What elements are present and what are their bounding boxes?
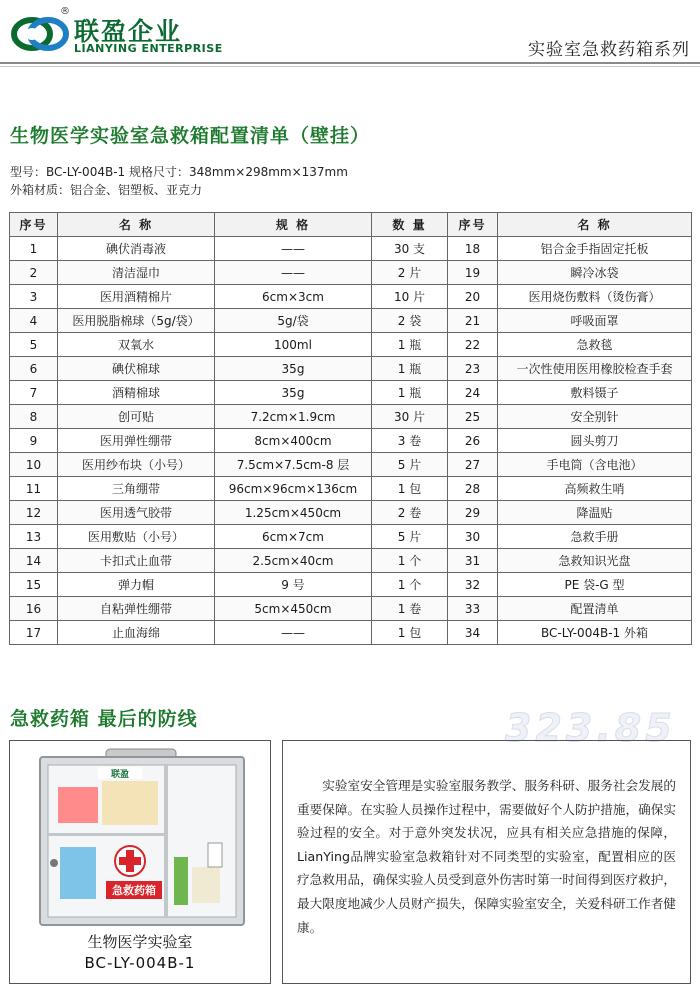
box-logo-text: 联盈 — [110, 770, 130, 780]
watermark: 323.85 — [505, 706, 676, 750]
cell-index: 12 — [10, 501, 58, 525]
cell-name: 碘伏消毒液 — [58, 237, 215, 261]
cell-index-2: 26 — [448, 429, 498, 453]
header-qty: 数 量 — [372, 213, 448, 237]
cell-spec: —— — [215, 237, 372, 261]
header-name: 名 称 — [58, 213, 215, 237]
cell-name: 碘伏棉球 — [58, 357, 215, 381]
cell-name: 卡扣式止血带 — [58, 549, 215, 573]
cell-spec: 2.5cm×40cm — [215, 549, 372, 573]
cell-index: 8 — [10, 405, 58, 429]
cell-index: 2 — [10, 261, 58, 285]
cell-index-2: 30 — [448, 525, 498, 549]
table-row — [10, 309, 692, 333]
cell-qty: 5 片 — [372, 453, 448, 477]
header-spec: 规 格 — [215, 213, 372, 237]
cell-name-2: BC-LY-004B-1 外箱 — [498, 621, 692, 645]
cell-name-2: 急救毯 — [498, 333, 692, 357]
cell-name-2: 降温贴 — [498, 501, 692, 525]
table-row — [10, 573, 692, 597]
table-row — [10, 453, 692, 477]
brand-name-en: LIANYING ENTERPRISE — [74, 42, 223, 55]
cell-index: 13 — [10, 525, 58, 549]
cell-spec: 35g — [215, 357, 372, 381]
cell-qty: 1 个 — [372, 573, 448, 597]
cell-name-2: 急救手册 — [498, 525, 692, 549]
product-model: BC-LY-004B-1 — [84, 954, 196, 972]
table-row — [10, 285, 692, 309]
cell-name-2: 急救知识光盘 — [498, 549, 692, 573]
table-row — [10, 597, 692, 621]
cell-name: 酒精棉球 — [58, 381, 215, 405]
cell-spec: —— — [215, 621, 372, 645]
cell-name: 医用纱布块（小号） — [58, 453, 215, 477]
cell-index: 3 — [10, 285, 58, 309]
cell-name: 医用酒精棉片 — [58, 285, 215, 309]
cell-index: 6 — [10, 357, 58, 381]
table-row — [10, 261, 692, 285]
cell-index: 15 — [10, 573, 58, 597]
cell-name: 医用脱脂棉球（5g/袋） — [58, 309, 215, 333]
table-body — [10, 237, 692, 645]
cell-index: 7 — [10, 381, 58, 405]
cell-qty: 1 包 — [372, 621, 448, 645]
table-row — [10, 477, 692, 501]
cell-index-2: 21 — [448, 309, 498, 333]
cell-name-2: 敷料镊子 — [498, 381, 692, 405]
cell-name-2: 高频救生哨 — [498, 477, 692, 501]
cell-index-2: 23 — [448, 357, 498, 381]
cell-index: 16 — [10, 597, 58, 621]
cell-spec: 35g — [215, 381, 372, 405]
table-row — [10, 357, 692, 381]
cell-name: 弹力帽 — [58, 573, 215, 597]
page-title: 生物医学实验室急救箱配置清单（壁挂） — [10, 125, 371, 147]
cell-index-2: 27 — [448, 453, 498, 477]
header-index: 序号 — [10, 213, 58, 237]
cell-spec: 7.5cm×7.5cm-8 层 — [215, 453, 372, 477]
cell-name-2: PE 袋-G 型 — [498, 573, 692, 597]
description-panel — [282, 740, 691, 984]
cell-qty: 1 包 — [372, 477, 448, 501]
cell-index-2: 34 — [448, 621, 498, 645]
cell-qty: 1 瓶 — [372, 333, 448, 357]
cell-spec: 5g/袋 — [215, 309, 372, 333]
cell-index: 10 — [10, 453, 58, 477]
header-name-2: 名 称 — [498, 213, 692, 237]
table-row — [10, 237, 692, 261]
cell-name-2: 医用烧伤敷料（烫伤膏） — [498, 285, 692, 309]
cell-name-2: 安全别针 — [498, 405, 692, 429]
cell-qty: 1 卷 — [372, 597, 448, 621]
cell-index: 5 — [10, 333, 58, 357]
cell-spec: 5cm×450cm — [215, 597, 372, 621]
cell-index: 17 — [10, 621, 58, 645]
cell-index-2: 31 — [448, 549, 498, 573]
cell-name: 三角绷带 — [58, 477, 215, 501]
cell-spec: 96cm×96cm×136cm — [215, 477, 372, 501]
table-row — [10, 381, 692, 405]
cell-spec: 6cm×7cm — [215, 525, 372, 549]
cell-qty: 2 袋 — [372, 309, 448, 333]
cell-qty: 1 瓶 — [372, 357, 448, 381]
cell-spec: 7.2cm×1.9cm — [215, 405, 372, 429]
cell-name-2: 手电筒（含电池） — [498, 453, 692, 477]
cell-name-2: 配置清单 — [498, 597, 692, 621]
cell-index: 11 — [10, 477, 58, 501]
cell-name-2: 圆头剪刀 — [498, 429, 692, 453]
cell-name: 医用弹性绷带 — [58, 429, 215, 453]
registered-mark: ® — [60, 6, 70, 17]
cell-spec: 9 号 — [215, 573, 372, 597]
cell-name: 清洁湿巾 — [58, 261, 215, 285]
description-text: 实验室安全管理是实验室服务教学、服务科研、服务社会发展的重要保障。在实验人员操作过程中，需要做好个人防护措施，确保实验过程的安全。对于意外突发状况，应具有相关应急措施的保障，LianYing品牌实验室急救箱针对不同类型的实验室，配置相应的医疗急救用品，确保实验人员受到意外伤害时第一时间得到医疗救护，最大限度地减少人员财产损失，保障实验室安全，关爱科研工作者健康。 — [297, 778, 676, 935]
table-row — [10, 429, 692, 453]
cell-name: 医用敷贴（小号） — [58, 525, 215, 549]
cell-spec: 8cm×400cm — [215, 429, 372, 453]
model-spec-line: 型号：BC-LY-004B-1 规格尺寸：348mm×298mm×137mm — [10, 165, 348, 179]
cell-index-2: 29 — [448, 501, 498, 525]
header-divider-thin — [0, 66, 700, 67]
header-index-2: 序号 — [448, 213, 498, 237]
page-header — [0, 0, 700, 70]
table-row — [10, 525, 692, 549]
cell-name: 双氧水 — [58, 333, 215, 357]
cell-name-2: 铝合金手指固定托板 — [498, 237, 692, 261]
first-aid-box-image — [36, 747, 248, 927]
inventory-table — [9, 212, 692, 645]
table-row — [10, 405, 692, 429]
cell-name-2: 瞬冷冰袋 — [498, 261, 692, 285]
table-row — [10, 333, 692, 357]
cell-spec: 6cm×3cm — [215, 285, 372, 309]
cell-name: 止血海绵 — [58, 621, 215, 645]
product-panel — [9, 740, 271, 984]
cell-spec: —— — [215, 261, 372, 285]
company-logo-icon — [10, 14, 70, 54]
cell-qty: 30 片 — [372, 405, 448, 429]
table-header-row — [10, 213, 692, 237]
cell-qty: 1 个 — [372, 549, 448, 573]
cell-index: 14 — [10, 549, 58, 573]
cell-index-2: 25 — [448, 405, 498, 429]
cell-index: 9 — [10, 429, 58, 453]
product-name: 生物医学实验室 — [87, 933, 193, 951]
cell-qty: 3 卷 — [372, 429, 448, 453]
cell-qty: 2 片 — [372, 261, 448, 285]
box-label-text: 急救药箱 — [112, 884, 156, 897]
cell-index-2: 19 — [448, 261, 498, 285]
section-title: 急救药箱 最后的防线 — [10, 708, 198, 730]
cell-index: 1 — [10, 237, 58, 261]
cell-spec: 1.25cm×450cm — [215, 501, 372, 525]
cell-index-2: 32 — [448, 573, 498, 597]
cell-name: 自粘弹性绷带 — [58, 597, 215, 621]
material-spec-line: 外箱材质：铝合金、铝塑板、亚克力 — [10, 183, 203, 197]
cell-qty: 5 片 — [372, 525, 448, 549]
cell-name: 医用透气胶带 — [58, 501, 215, 525]
cell-index-2: 18 — [448, 237, 498, 261]
cell-qty: 10 片 — [372, 285, 448, 309]
cell-index: 4 — [10, 309, 58, 333]
table-row — [10, 621, 692, 645]
cell-index-2: 22 — [448, 333, 498, 357]
cell-index-2: 24 — [448, 381, 498, 405]
cell-index-2: 20 — [448, 285, 498, 309]
table-row — [10, 501, 692, 525]
header-divider — [0, 62, 700, 64]
table-row — [10, 549, 692, 573]
cell-spec: 100ml — [215, 333, 372, 357]
cell-name-2: 一次性使用医用橡胶检查手套 — [498, 357, 692, 381]
cell-qty: 30 支 — [372, 237, 448, 261]
cell-name-2: 呼吸面罩 — [498, 309, 692, 333]
cell-index-2: 33 — [448, 597, 498, 621]
cell-qty: 1 瓶 — [372, 381, 448, 405]
series-title: 实验室急救药箱系列 — [528, 40, 690, 60]
cell-name: 创可贴 — [58, 405, 215, 429]
brand-name-cn: 联盈企业 — [74, 17, 183, 46]
cell-index-2: 28 — [448, 477, 498, 501]
cell-qty: 2 卷 — [372, 501, 448, 525]
